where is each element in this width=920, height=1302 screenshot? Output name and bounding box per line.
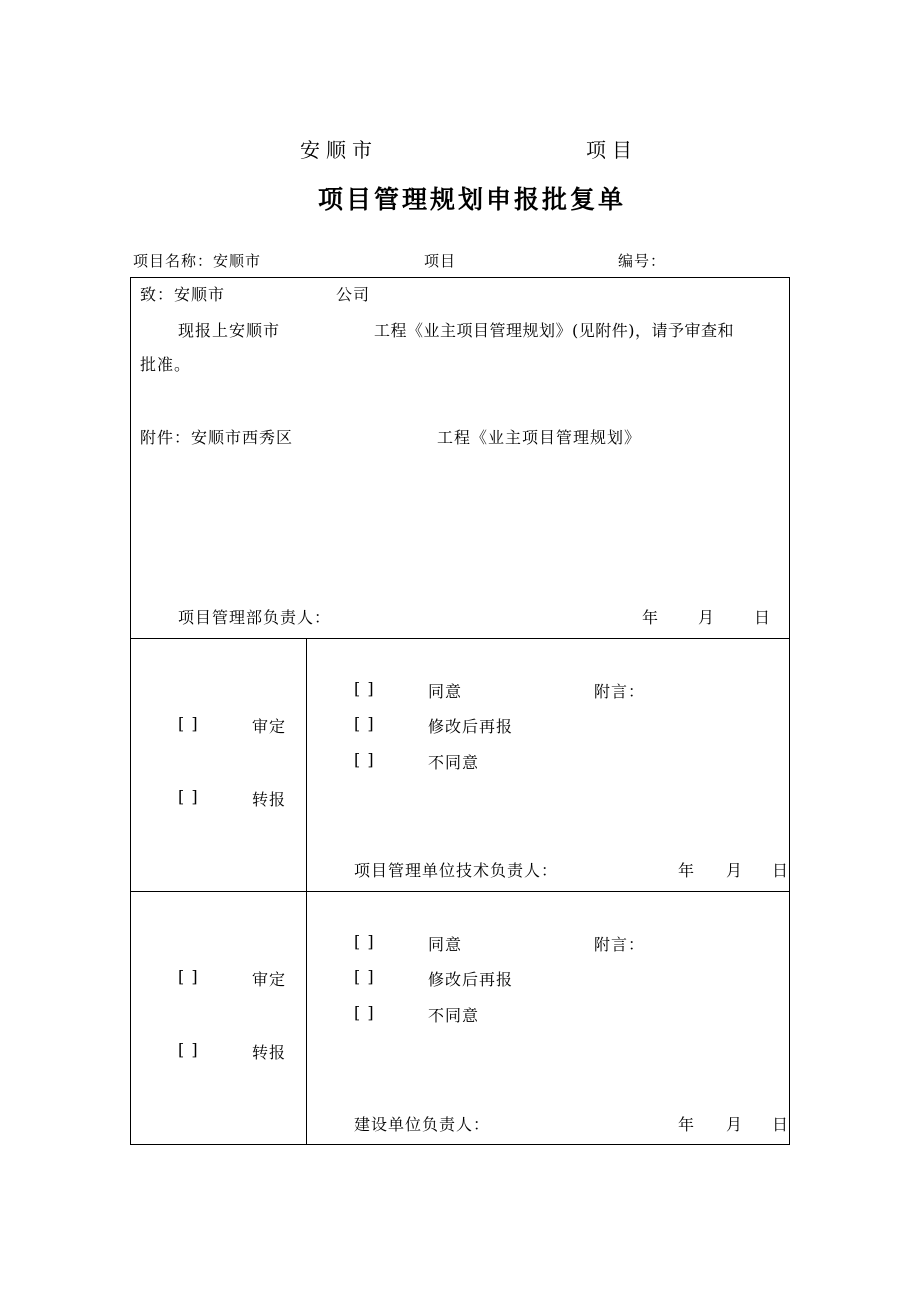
checkbox-disagree[interactable]: [ ] (354, 1003, 375, 1022)
checkbox-forward[interactable]: [ ] (178, 1040, 199, 1059)
option-agree-label: 同意 (428, 682, 463, 701)
year-label: 年 (678, 1115, 696, 1134)
day-label: 日 (772, 1115, 790, 1134)
signer-label: 建设单位负责人： (354, 1115, 491, 1134)
month-label: 月 (698, 608, 716, 627)
signer-label: 项目管理部负责人： (178, 608, 332, 627)
option-forward-label: 转报 (252, 790, 287, 809)
month-label: 月 (726, 861, 744, 880)
header-city: 安顺市 (300, 138, 378, 162)
month-label: 月 (726, 1115, 744, 1134)
checkbox-forward[interactable]: [ ] (178, 787, 199, 806)
company-label: 公司 (336, 285, 371, 304)
option-modify-label: 修改后再报 (428, 717, 514, 736)
option-disagree-label: 不同意 (428, 753, 480, 772)
note-label: 附言： (594, 935, 646, 954)
year-label: 年 (642, 608, 660, 627)
number-label: 编号： (618, 252, 667, 270)
option-forward-label: 转报 (252, 1043, 287, 1062)
body-continuation: 批准。 (140, 355, 192, 374)
header-project: 项目 (586, 138, 638, 162)
attachment-label: 附件：安顺市西秀区 (140, 428, 294, 447)
option-review-label: 审定 (252, 970, 287, 989)
option-disagree-label: 不同意 (428, 1006, 480, 1025)
project-suffix: 项目 (424, 252, 457, 270)
checkbox-disagree[interactable]: [ ] (354, 750, 375, 769)
checkbox-review[interactable]: [ ] (178, 714, 199, 733)
day-label: 日 (754, 608, 772, 627)
checkbox-modify[interactable]: [ ] (354, 714, 375, 733)
divider-row1 (130, 638, 790, 639)
page-title: 项目管理规划申报批复单 (318, 185, 627, 214)
body-prefix: 现报上安顺市 (178, 321, 281, 340)
option-modify-label: 修改后再报 (428, 970, 514, 989)
body-text: 工程《业主项目管理规划》(见附件)，请予审查和 (374, 321, 734, 340)
divider-column (306, 638, 307, 1145)
project-name-label: 项目名称：安顺市 (133, 252, 262, 270)
option-review-label: 审定 (252, 717, 287, 736)
day-label: 日 (772, 861, 790, 880)
signer-label: 项目管理单位技术负责人： (354, 861, 559, 880)
checkbox-agree[interactable]: [ ] (354, 679, 375, 698)
checkbox-agree[interactable]: [ ] (354, 932, 375, 951)
checkbox-modify[interactable]: [ ] (354, 967, 375, 986)
note-label: 附言： (594, 682, 646, 701)
option-agree-label: 同意 (428, 935, 463, 954)
attachment-text: 工程《业主项目管理规划》 (437, 428, 642, 447)
to-label: 致：安顺市 (140, 285, 226, 304)
year-label: 年 (678, 861, 696, 880)
divider-row2 (130, 891, 790, 892)
checkbox-review[interactable]: [ ] (178, 967, 199, 986)
